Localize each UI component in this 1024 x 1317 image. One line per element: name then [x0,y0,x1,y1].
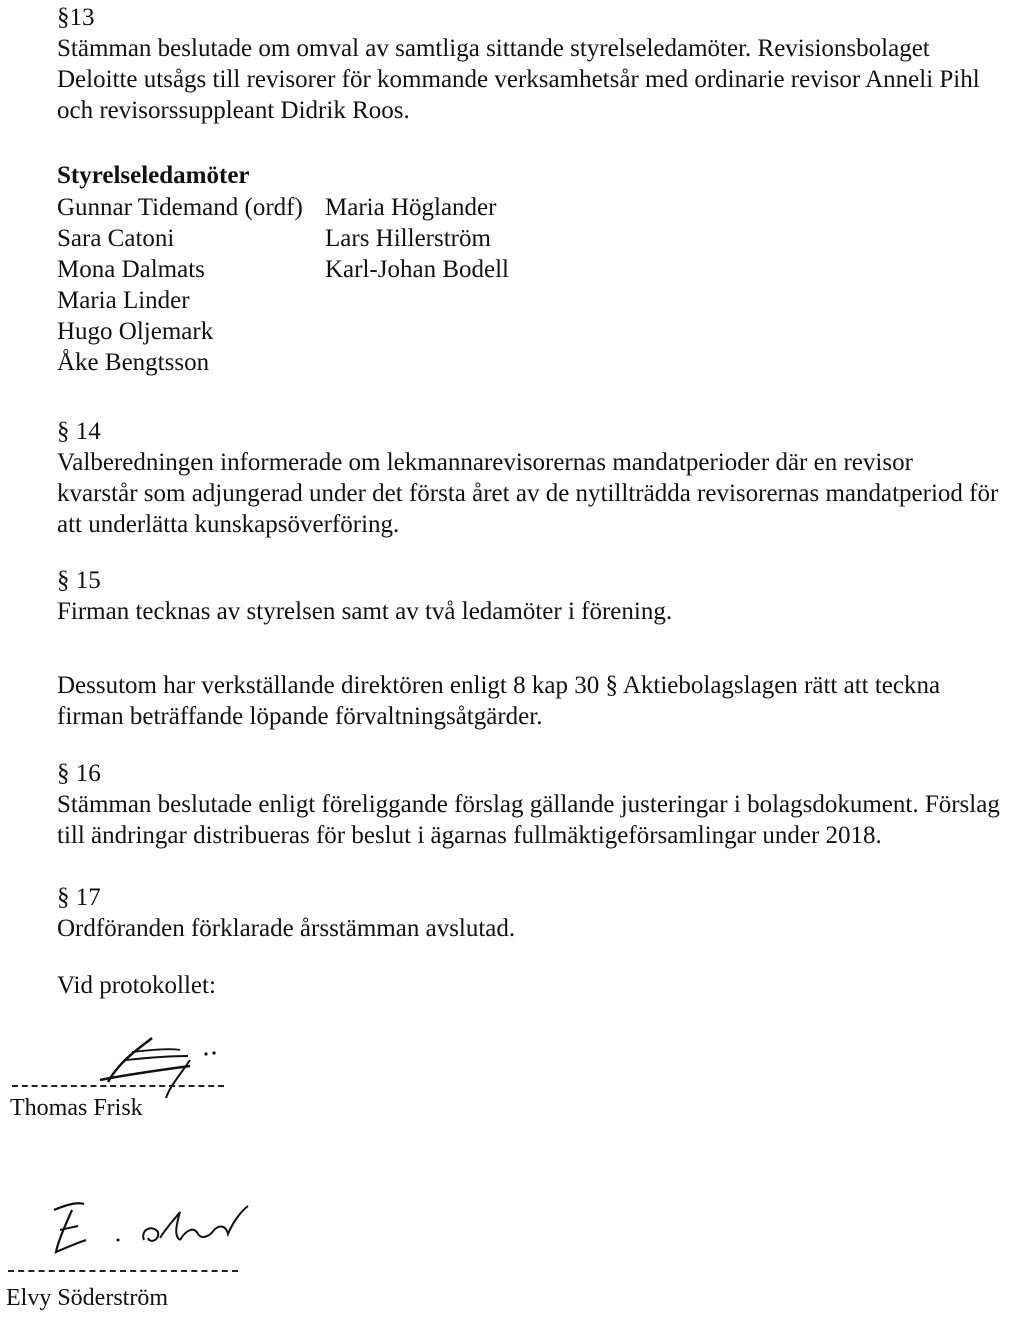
section-heading: § 14 [57,418,101,445]
board-member: Hugo Oljemark [57,318,214,345]
section-14 [57,416,998,540]
paragraph-line: Stämman beslutade om omval av samtliga sittande styrelseledamöter. Revisionsbolaget [57,35,930,62]
board-title: Styrelseledamöter [57,162,250,189]
section-17 [57,882,515,944]
section-heading: § 16 [57,760,101,787]
paragraph-line: Valberedningen informerade om lekmannarevisorernas mandatperioder där en revisor [57,449,913,476]
board-member: Gunnar Tidemand (ordf) [57,194,303,221]
section-15-extra [57,670,940,732]
paragraph-line: kvarstår som adjungerad under det första året av de nytillträdda revisorernas mandatperiod för [57,480,999,507]
section-heading: § 17 [57,884,101,911]
paragraph-line: att underlätta kunskapsöverföring. [57,511,400,538]
board-member: Maria Linder [57,287,190,314]
board-left-column [57,192,303,378]
paragraph-line: till ändringar distribueras för beslut i ägarnas fullmäktigeförsamlingar under 2018. [57,822,882,849]
paragraph-line: Firman tecknas av styrelsen samt av två ledamöter i förening. [57,598,673,625]
section-16 [57,758,1000,851]
signature-line [8,1270,238,1272]
signer-name: Elvy Söderström [6,1285,168,1311]
signer-name: Thomas Frisk [10,1095,143,1121]
paragraph-line: och revisorssuppleant Didrik Roos. [57,97,410,124]
board-member: Lars Hillerström [325,225,491,252]
board-member: Maria Höglander [325,194,497,221]
section-13 [57,2,980,126]
section-heading: § 15 [57,567,101,594]
board-member: Sara Catoni [57,225,175,252]
signature-line [12,1085,224,1087]
paragraph-line: Ordföranden förklarade årsstämman avslutad. [57,915,516,942]
signature-elvy-soderstrom [20,1180,280,1270]
protocol-label: Vid protokollet: [57,972,216,999]
board-member: Karl-Johan Bodell [325,256,509,283]
board-right-column [325,192,509,285]
section-15 [57,565,672,627]
board-member: Åke Bengtsson [57,349,210,376]
section-heading: §13 [57,4,95,31]
paragraph-line: firman beträffande löpande förvaltningsåtgärder. [57,703,543,730]
board-member: Mona Dalmats [57,256,205,283]
paragraph-line: Stämman beslutade enligt föreliggande förslag gällande justeringar i bolagsdokument. Förslag [57,791,1000,818]
paragraph-line: Dessutom har verkställande direktören enligt 8 kap 30 § Aktiebolagslagen rätt att teckna [57,672,941,699]
paragraph-line: Deloitte utsågs till revisorer för kommande verksamhetsår med ordinarie revisor Anneli Pihl [57,66,980,93]
